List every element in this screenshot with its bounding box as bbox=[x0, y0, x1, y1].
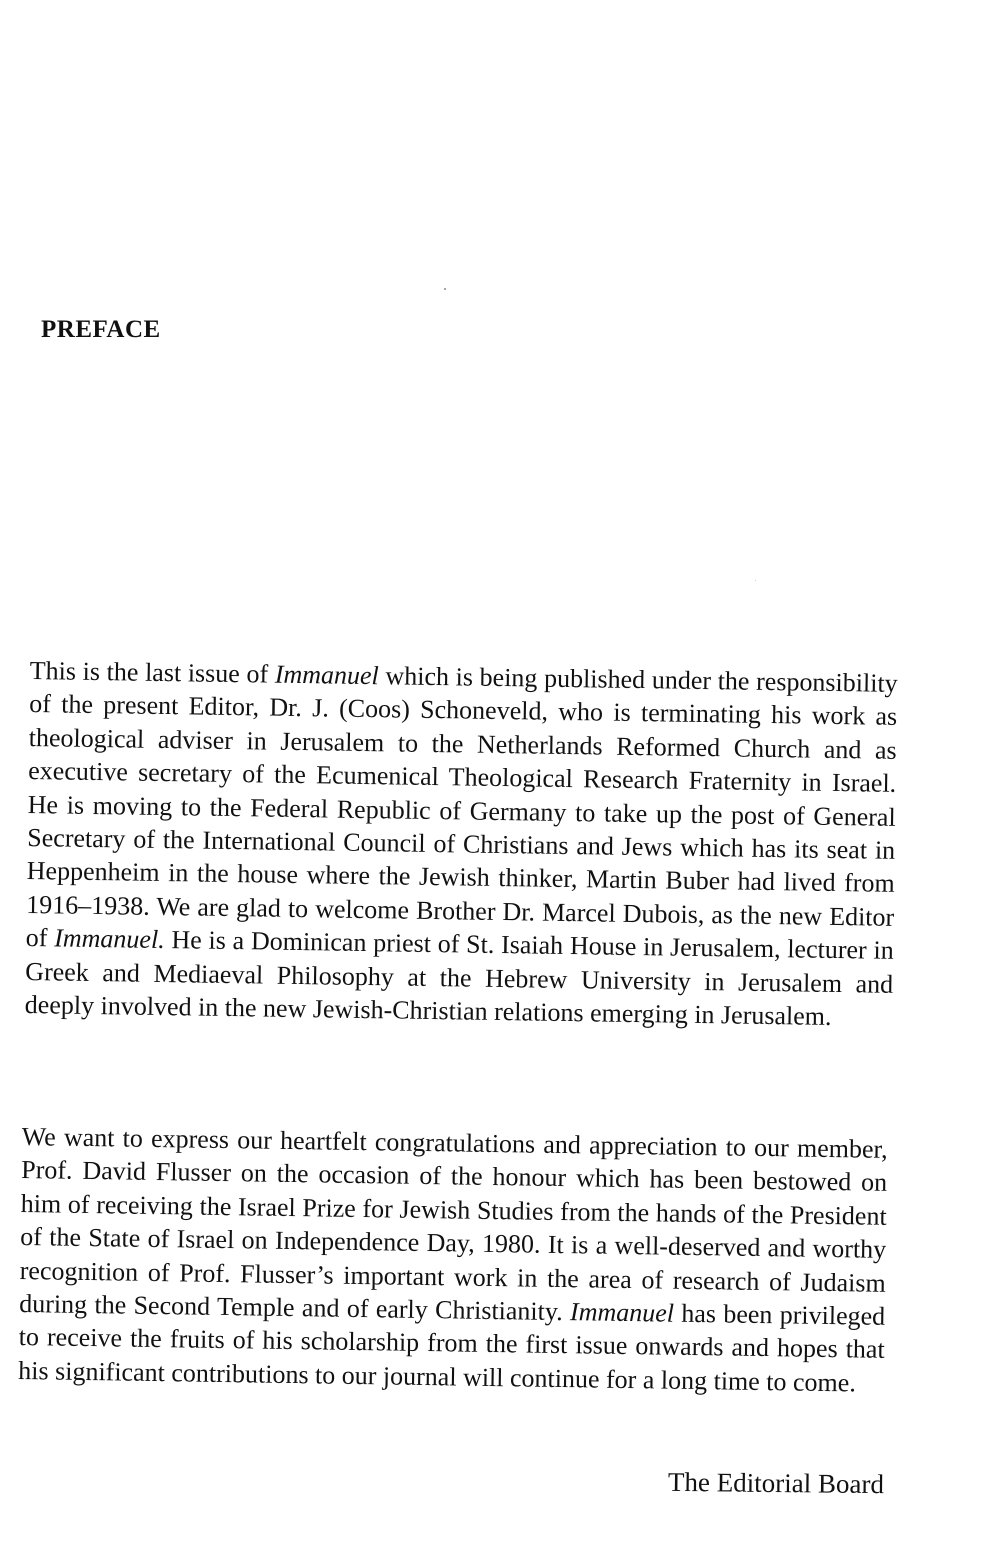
paragraph-congratulations bbox=[18, 1120, 888, 1400]
text-run: He is a Dominican priest of St. Isaiah House in Jerusalem, lecturer in Greek and Mediaeval Philosophy at the Hebrew University in Jerusalem and deeply involved in the new Jewish-Christian relations emerging in Jerusalem. bbox=[24, 925, 894, 1031]
page-title: PREFACE bbox=[41, 316, 161, 343]
paragraph-editor-change bbox=[25, 654, 898, 1034]
text-run: This is the last issue of bbox=[29, 655, 276, 689]
text-run: which is being published under the responsibility of the present Editor, Dr. J. (Coos) Schoneveld, who is terminating his work as theological adviser in Jerusalem to the Netherlands Reformed Church and as executive secretary of the Ecumenical Theological Research Fraternity in Israel. He is moving to the Federal Republic of Germany to take up the post of General Secretary of the International Council of Christians and Jews which has its seat in Heppenheim in the house where the Jewish thinker, Martin Buber had lived from 1916–1938. We are glad to welcome Brother Dr. Marcel Dubois, as the new Editor of bbox=[25, 661, 898, 953]
scan-speck bbox=[444, 288, 446, 290]
journal-title-italic: Immanuel. bbox=[54, 923, 165, 955]
journal-title-italic: Immanuel bbox=[274, 659, 380, 691]
signature: The Editorial Board bbox=[667, 1466, 885, 1500]
scan-speck bbox=[755, 580, 756, 581]
text-run: We want to express our heartfelt congratulations and appreciation to our member, Prof. David Flusser on the occasion of the honour which has been bestowed on him of receiving the Israel Prize for Jewish Studies from the hands of the President of the State of Israel on Independence Day, 1980. It is a well-deserved and worthy recognition of Prof. Flusser’s important work in the area of research of Judaism during the Second Temple and of early Christianity. bbox=[19, 1121, 888, 1327]
journal-title-italic: Immanuel bbox=[569, 1297, 675, 1328]
text-run: has been privileged to receive the fruits of his scholarship from the first issue onwards and hopes that his significant contributions to our journal will continue for a long time to come. bbox=[18, 1298, 886, 1398]
